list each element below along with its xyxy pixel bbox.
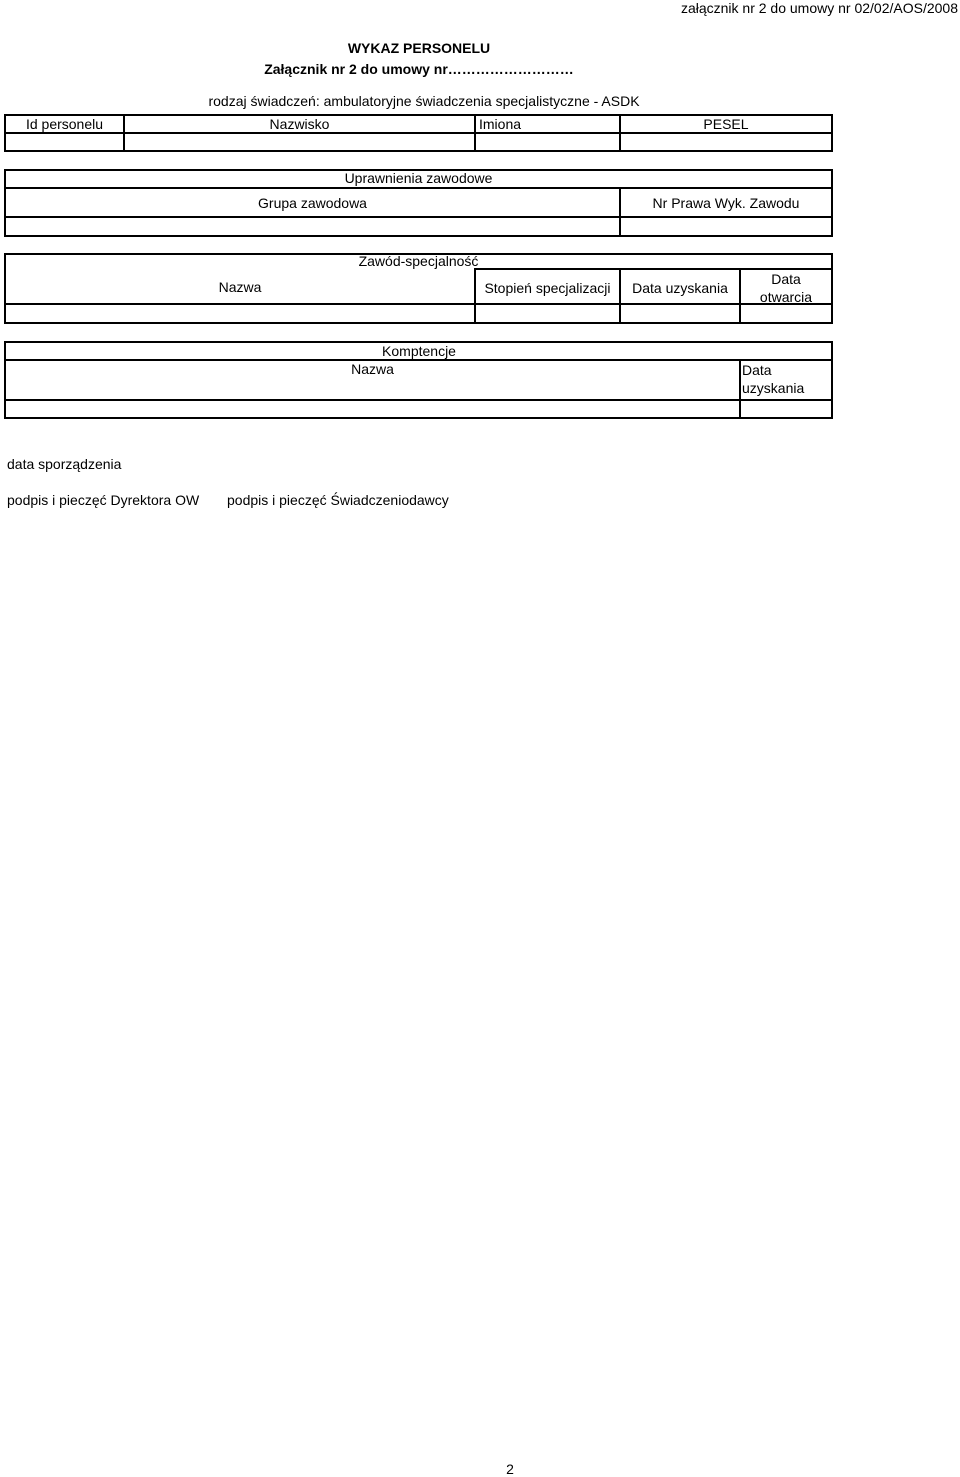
- column-id-personelu: Id personelu: [25, 116, 104, 132]
- field-competency-data-uzyskania[interactable]: [741, 401, 831, 417]
- field-pesel[interactable]: [621, 134, 831, 150]
- date-prepared-label: data sporządzenia: [7, 456, 122, 472]
- column-imiona: Imiona: [479, 116, 522, 132]
- page-number: 2: [506, 1461, 514, 1477]
- field-competency-nazwa[interactable]: [6, 401, 739, 417]
- column-grupa-zawodowa: Grupa zawodowa: [258, 195, 367, 211]
- competencies-header: Komptencje: [382, 343, 456, 359]
- column-competency-nazwa: Nazwa: [351, 361, 394, 377]
- field-stopien-specjalizacji[interactable]: [476, 305, 619, 322]
- field-data-otwarcia[interactable]: [741, 305, 831, 322]
- field-nr-prawa[interactable]: [621, 218, 831, 235]
- column-data-otwarcia: Data otwarcia: [759, 271, 813, 305]
- service-type: rodzaj świadczeń: ambulatoryjne świadczenia specjalistyczne - ASDK: [208, 93, 640, 109]
- column-pesel: PESEL: [703, 116, 749, 132]
- director-signature-label: podpis i pieczęć Dyrektora OW: [7, 492, 200, 508]
- column-stopien-specjalizacji: Stopień specjalizacji: [484, 280, 611, 296]
- field-specialty-data-uzyskania[interactable]: [621, 305, 739, 322]
- provider-signature-label: podpis i pieczęć Świadczeniodawcy: [227, 492, 449, 508]
- attachment-reference: załącznik nr 2 do umowy nr 02/02/AOS/2008: [680, 0, 958, 16]
- column-data-uzyskania: Data uzyskania: [632, 280, 728, 296]
- column-nazwa: Nazwa: [218, 279, 262, 295]
- column-competency-data-uzyskania: Data uzyskania: [742, 362, 805, 396]
- field-id-personelu[interactable]: [6, 134, 123, 150]
- page-subtitle: Załącznik nr 2 do umowy nr………………………: [264, 61, 574, 77]
- page-title: WYKAZ PERSONELU: [347, 40, 491, 56]
- field-nazwisko[interactable]: [125, 134, 474, 150]
- column-nr-prawa: Nr Prawa Wyk. Zawodu: [652, 195, 800, 211]
- field-imiona[interactable]: [476, 134, 619, 150]
- field-grupa-zawodowa[interactable]: [6, 218, 619, 235]
- qualifications-header: Uprawnienia zawodowe: [344, 170, 493, 186]
- specialty-header: Zawód-specjalność: [358, 253, 479, 269]
- column-nazwisko: Nazwisko: [269, 116, 330, 132]
- field-specialty-nazwa[interactable]: [6, 305, 474, 322]
